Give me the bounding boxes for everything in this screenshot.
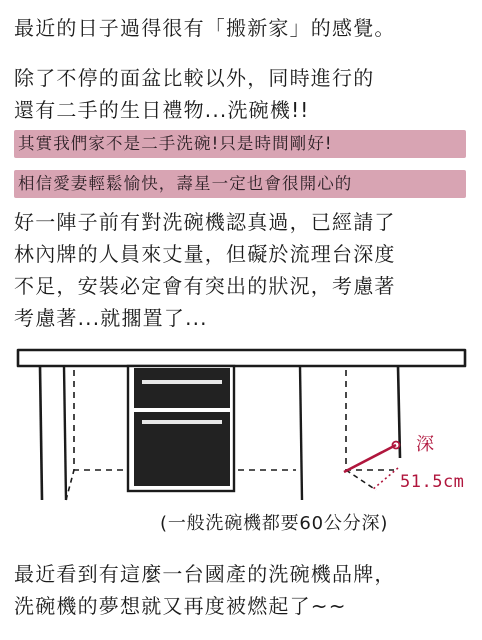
dishwasher-depth-caption: (一般洗碗機都要60公分深) (160, 513, 389, 534)
highlight-band-2 (14, 170, 466, 198)
cabinet-depth-line-right (346, 470, 376, 490)
left-cabinet-edge (64, 366, 66, 500)
highlight-text-2: 相信愛妻輕鬆愉快，壽星一定也會很開心的 (18, 174, 353, 193)
depth-arrow (344, 445, 396, 472)
depth-label: 深 (416, 434, 434, 455)
closing-line-2: 洗碗機的夢想就又再度被燃起了~~ (14, 594, 347, 618)
right-cabinet-edge (300, 366, 302, 500)
story-line-3: 不足，安裝必定會有突出的狀況，考慮著 (14, 274, 396, 298)
cabinet-depth-line-left (66, 470, 74, 500)
left-cabinet-post (40, 366, 42, 500)
depth-measurement: 51.5cm (400, 472, 465, 492)
depth-guide-dots (372, 468, 398, 490)
lower-drawer-handle (142, 420, 222, 424)
intro-line-1: 最近的日子過得很有「搬新家」的感覺。 (14, 16, 396, 40)
story-line-1: 好一陣子前有對洗碗機認真過，已經請了 (14, 210, 396, 234)
story-line-4: 考慮著...就擱置了... (14, 306, 208, 330)
intro-line-2: 除了不停的面盆比較以外，同時進行的 (14, 66, 375, 90)
highlight-band-1 (14, 130, 466, 158)
story-line-2: 林內牌的人員來丈量，但礙於流理台深度 (14, 242, 396, 266)
highlight-text-1: 其實我們家不是二手洗碗!只是時間剛好! (18, 134, 333, 153)
countertop (18, 350, 465, 366)
upper-drawer-handle (142, 380, 222, 384)
closing-line-1: 最近看到有這麼一台國產的洗碗機品牌， (14, 562, 396, 586)
cabinet-inner-outline-right (346, 370, 394, 470)
intro-line-3: 還有二手的生日禮物...洗碗機!! (14, 98, 310, 122)
dishwasher-upper-drawer (134, 368, 230, 408)
